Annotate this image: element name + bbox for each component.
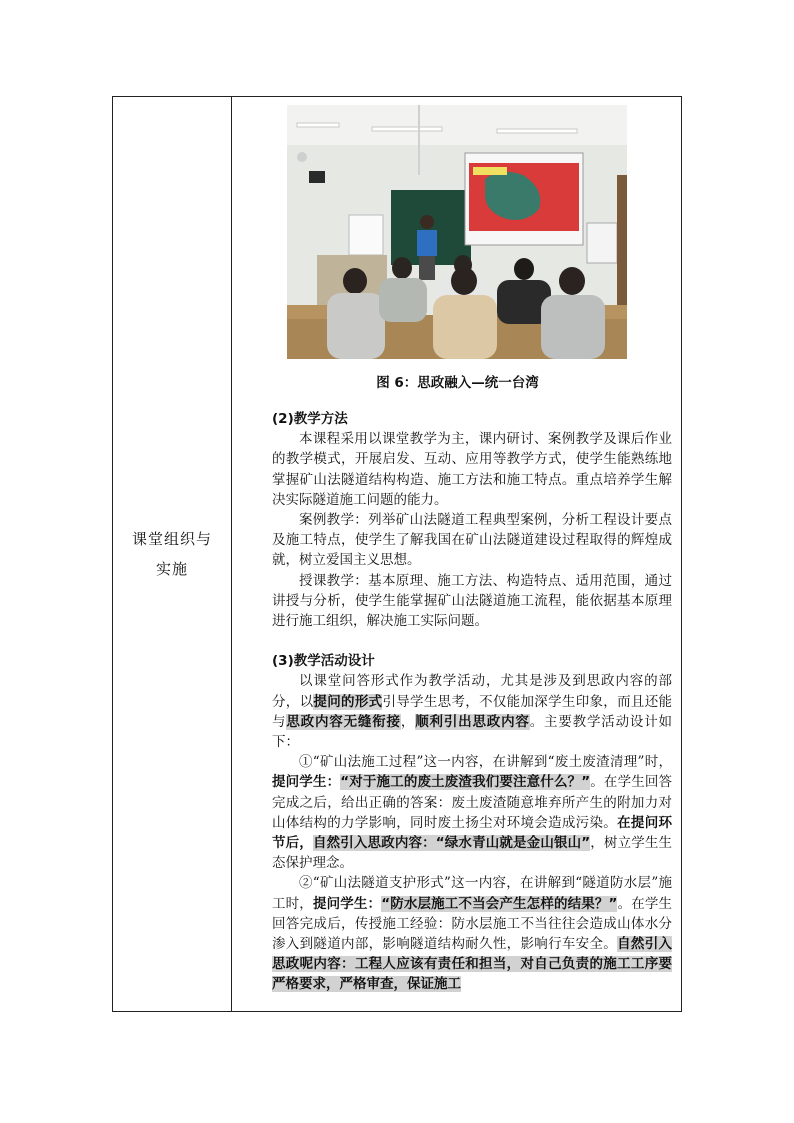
highlight-responsibility: 自然引入思政呢内容：工程人应该有责任和担当，对自己负责的施工工序要严格要求，严格审查，保证施工: [272, 936, 673, 993]
section-gap: [272, 631, 672, 651]
text-run: 。在学生回答完成之后，给出正确的答案：废土废渣随意堆弃所产生的附加力对山体结构的力学影响，同时废土扬尘对环境会造成污染。: [272, 774, 673, 831]
text-run: 引导学生思考，不仅能加深学生印象，而且还能与: [272, 693, 673, 730]
highlight-seamless: 思政内容无缝衔接: [286, 713, 401, 730]
section3-paragraph-2: [272, 752, 672, 873]
highlight-question-1: “对于施工的废土废渣我们要注意什么？”: [340, 774, 591, 791]
row-label-cell: [113, 97, 232, 1012]
highlight-lead-in: 顺利引出思政内容: [415, 713, 530, 730]
row-label-line1: 课堂组织与: [131, 530, 212, 548]
highlight-question-form: 提问的形式: [313, 693, 383, 710]
section2-heading: (2)教学方法: [272, 411, 348, 427]
content-cell: [232, 97, 682, 1012]
row-label-line2: 实施: [155, 560, 188, 578]
row-label: [113, 524, 231, 584]
figure-caption: 图 6：思政融入—统一台湾: [376, 375, 539, 391]
highlight-question-2: “防水层施工不当会产生怎样的结果？”: [381, 895, 618, 912]
body-text: [272, 409, 672, 995]
course-table: [112, 96, 682, 1012]
highlight-green-mountains: 自然引入思政内容：“绿水青山就是金山银山”: [312, 835, 591, 852]
bold-after-question: 在提问环节后，: [272, 814, 673, 852]
section3-heading: (3)教学活动设计: [272, 653, 375, 670]
text-run: ，树立学生生态保护理念。: [272, 835, 673, 872]
classroom-photo: [287, 105, 627, 359]
text-run: 。主要教学活动设计如下：: [272, 713, 673, 751]
section2-paragraph-2: 案例教学：列举矿山法隧道工程典型案例，分析工程设计要点及施工特点，使学生了解我国在矿山法隧道建设过程取得的辉煌成就，树立爱国主义思想。: [272, 512, 672, 569]
text-run: ①“矿山法施工过程”这一内容，在讲解到“废土废渣清理”时，: [299, 754, 672, 771]
text-run: ②“矿山法隧道支护形式”这一内容，在讲解到“隧道防水层”施工时，: [272, 875, 672, 912]
section3-paragraph-1: [272, 671, 672, 752]
text-run: 。在学生回答完成后，传授施工经验：防水层施工不当往往会造成山体水分渗入到隧道内部，影响隧道结构耐久性，影响行车安全。: [272, 895, 673, 953]
bold-ask-students: 提问学生：: [312, 895, 382, 912]
section2-paragraph-1: 本课程采用以课堂教学为主，课内研讨、案例教学及课后作业的教学模式，开展启发、互动、应用等教学方式，使学生能熟练地掌握矿山法隧道结构构造、施工方法和施工特点。重点培养学生解决实际隧道施工问题的能力。: [272, 431, 672, 508]
text-run: 以课堂问答形式作为教学活动，尤其是涉及到思政内容的部分，以: [272, 673, 672, 710]
bold-ask-students: 提问学生：: [272, 774, 341, 791]
text-run: ，: [400, 713, 416, 730]
section2-paragraph-3: 授课教学：基本原理、施工方法、构造特点、适用范围，通过讲授与分析，使学生能掌握矿山法隧道施工流程，能依据基本原理进行施工组织，解决施工实际问题。: [272, 572, 672, 630]
section3-paragraph-3: [272, 873, 672, 994]
